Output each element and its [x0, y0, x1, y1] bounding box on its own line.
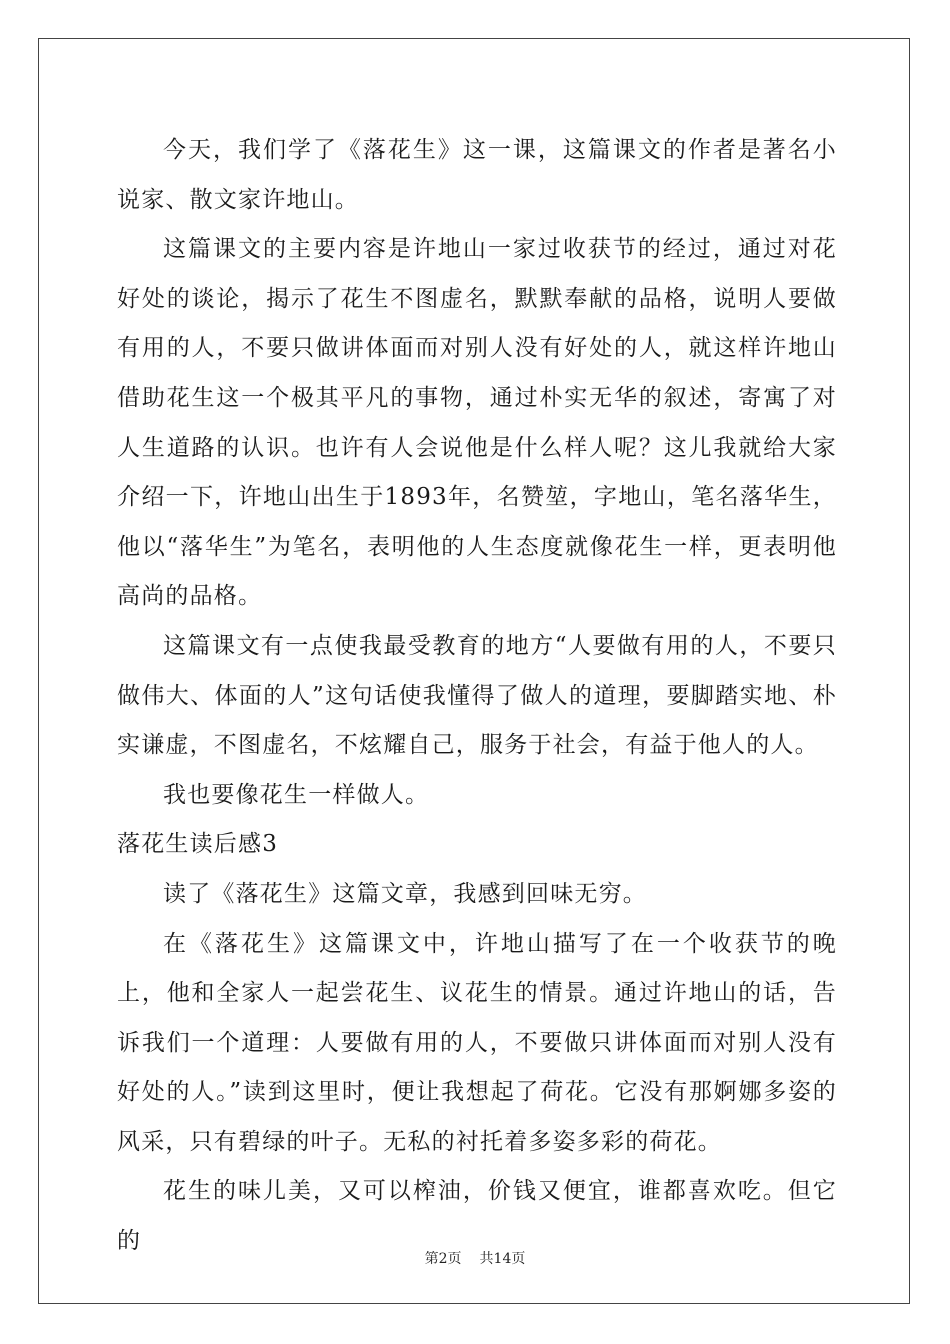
paragraph: 读了《落花生》这篇文章，我感到回味无穷。 — [163, 880, 647, 907]
document-body — [117, 126, 837, 1267]
paragraph: 这篇课文有一点使我最受教育的地方“人要做有用的人，不要只做伟大、体面的人”这句话使我懂得了做人的道理，要脚踏实地、朴实谦虚，不图虚名，不炫耀自己，服务于社会，有益于他人的人。 — [117, 632, 837, 759]
page-footer — [0, 1248, 950, 1268]
paragraph: 这篇课文的主要内容是许地山一家过收获节的经过，通过对花好处的谈论，揭示了花生不图虚名，默默奉献的品格，说明人要做有用的人，不要只做讲体面而对别人没有好处的人，就这样许地山借助花生这一个极其平凡的事物，通过朴实无华的叙述，寄寓了对人生道路的认识。也许有人会说他是什么样人呢？这儿我就给大家介绍一下，许地山出生于1893年，名赞堃，字地山，笔名落华生，他以“落华生”为笔名，表明他的人生态度就像花生一样，更表明他高尚的品格。 — [117, 236, 837, 610]
paragraph: 我也要像花生一样做人。 — [163, 781, 430, 808]
page-number: 第2页 — [424, 1251, 462, 1267]
paragraph: 花生的味儿美，又可以榨油，价钱又便宜，谁都喜欢吃。但它的 — [117, 1178, 837, 1255]
paragraph: 今天，我们学了《落花生》这一课，这篇课文的作者是著名小说家、散文家许地山。 — [117, 137, 837, 213]
paragraph: 在《落花生》这篇课文中，许地山描写了在一个收获节的晚上，他和全家人一起尝花生、议花生的情景。通过许地山的话，告诉我们一个道理：人要做有用的人，不要做只讲体面而对别人没有好处的人。”读到这里时，便让我想起了荷花。它没有那婀娜多姿的风采，只有碧绿的叶子。无私的衬托着多姿多彩的荷花。 — [117, 930, 837, 1155]
section-title: 落花生读后感3 — [117, 831, 279, 858]
page-total: 共14页 — [479, 1251, 526, 1267]
